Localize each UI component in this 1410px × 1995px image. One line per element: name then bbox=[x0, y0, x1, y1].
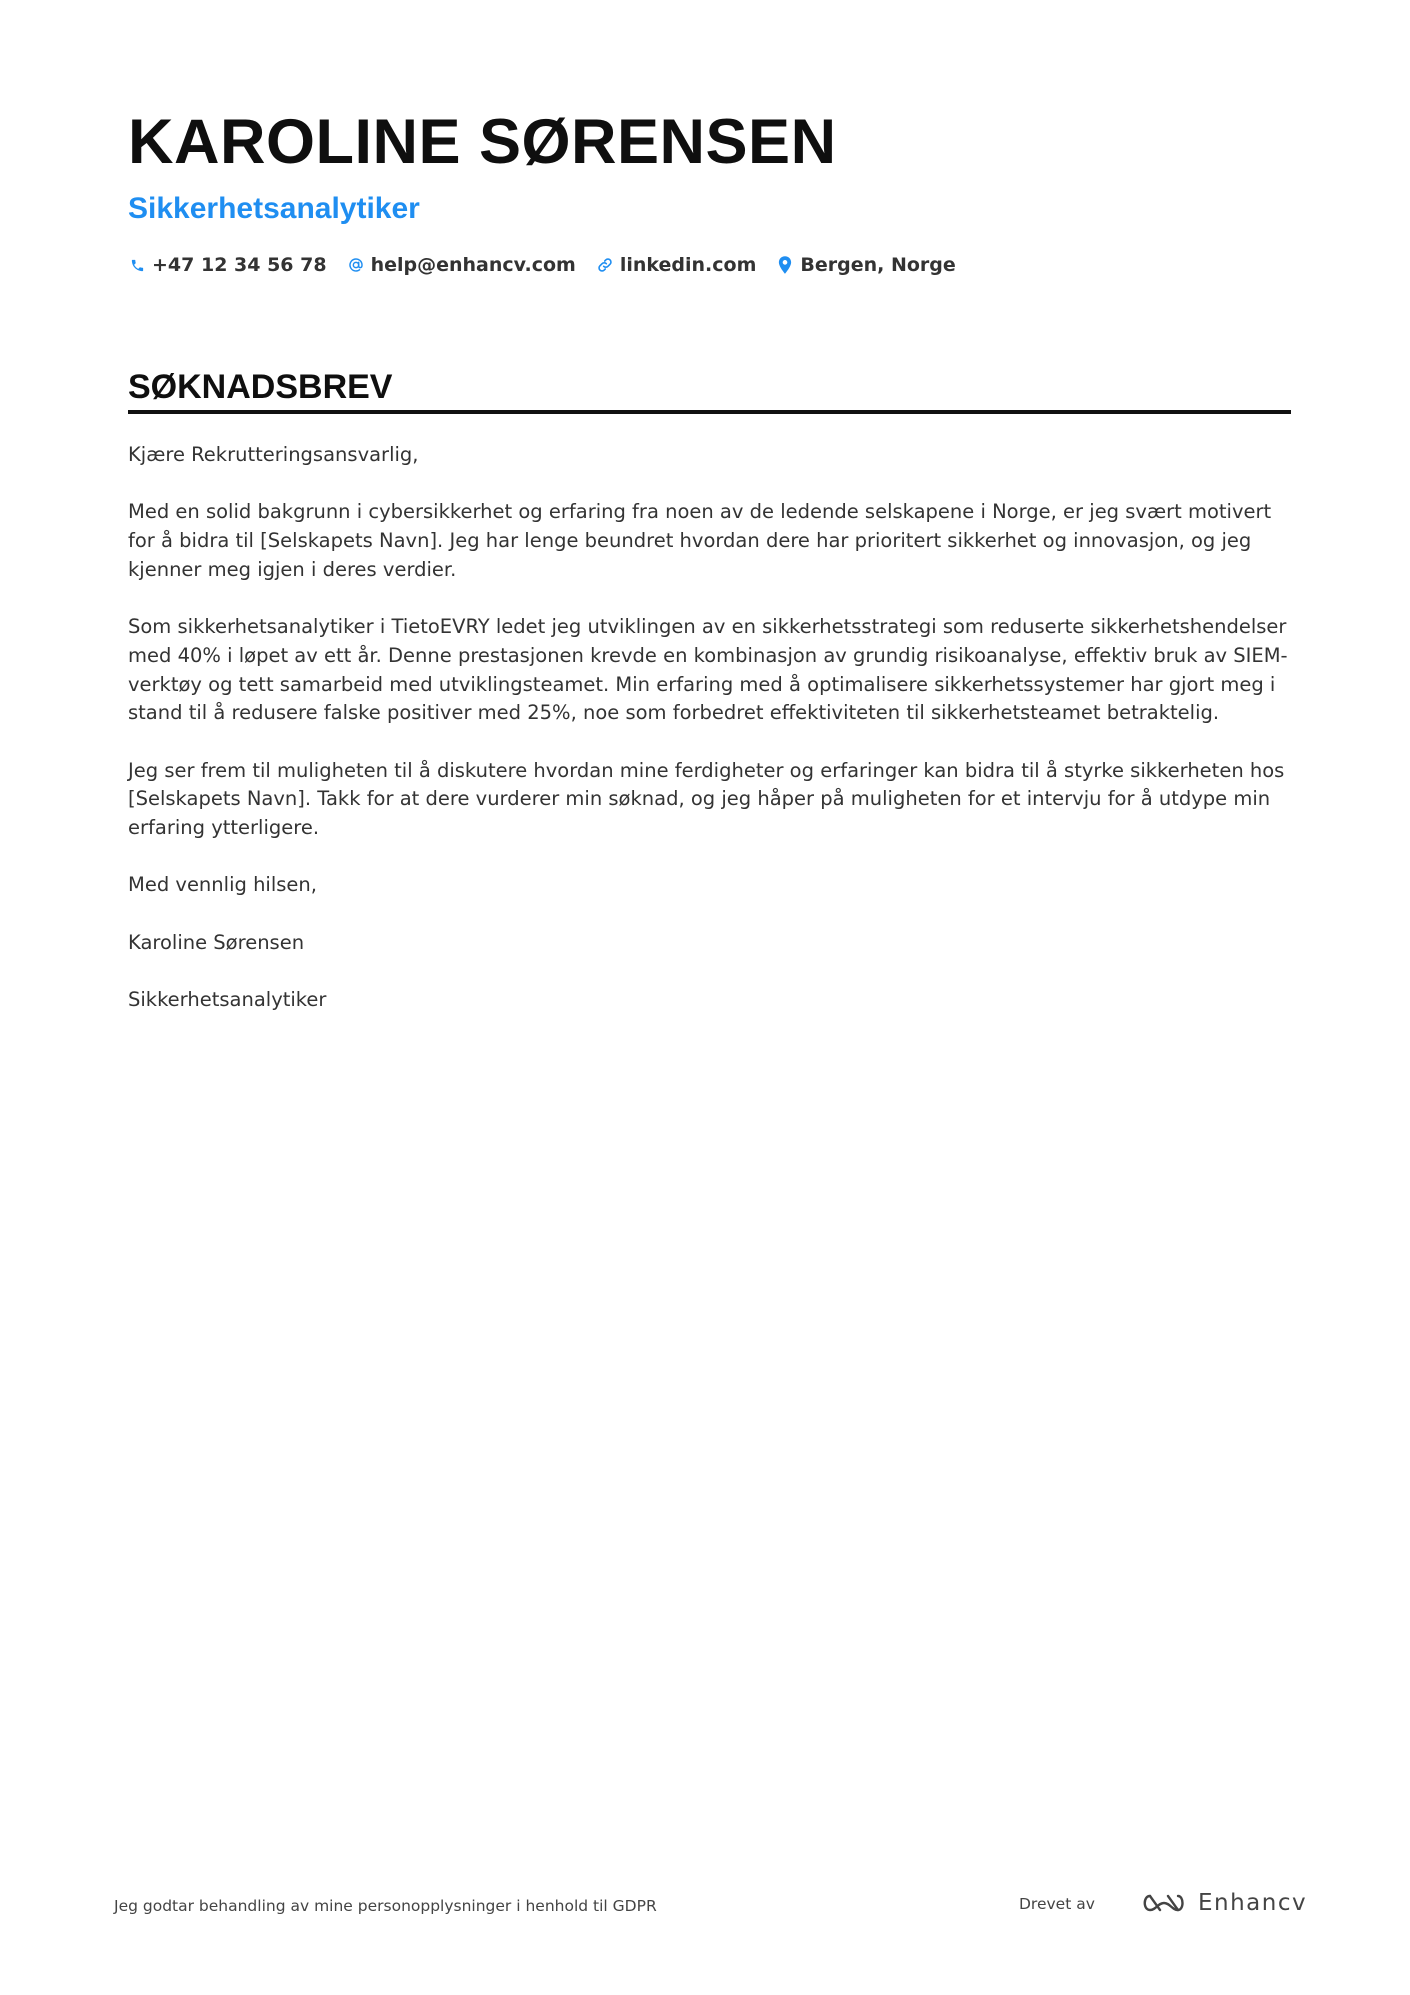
candidate-title: Sikkerhetsanalytiker bbox=[128, 192, 420, 225]
letter-body bbox=[128, 441, 1291, 1044]
candidate-name: KAROLINE SØRENSEN bbox=[128, 107, 837, 177]
phone-icon bbox=[128, 255, 146, 275]
letter-paragraph: Jeg ser frem til muligheten til å diskutere hvordan mine ferdigheter og erfaringer kan bidra til å styrke sikkerheten hos [Selskapets Navn]. Takk for at dere vurderer min søknad, og jeg håper på muligheten for et intervju for å utdype min erfaring ytterligere. bbox=[128, 758, 1285, 840]
section-divider bbox=[128, 410, 1291, 414]
contact-linkedin bbox=[596, 254, 757, 276]
powered-by-label: Drevet av bbox=[1019, 1895, 1095, 1913]
brand-name: Enhancv bbox=[1198, 1890, 1308, 1916]
letter-paragraph: Som sikkerhetsanalytiker i TietoEVRY ledet jeg utviklingen av en sikkerhetsstrategi som reduserte sikkerhetshendelser med 40% i løpet av ett år. Denne prestasjonen krevde en kombinasjon av grundig risikoanalyse, effektiv bruk av SIEM-verktøy og tett samarbeid med utviklingsteamet. Min erfaring med å optimalisere sikkerhetssystemer har gjort meg i stand til å redusere falske positiver med 25%, noe som forbedret effektiviteten til sikkerhetsteamet betraktelig. bbox=[128, 615, 1288, 725]
location-pin-icon bbox=[776, 255, 794, 275]
linkedin-link[interactable]: linkedin.com bbox=[619, 254, 757, 276]
brand-logo[interactable] bbox=[1140, 1888, 1307, 1918]
contact-email bbox=[347, 254, 576, 276]
letter-greeting: Kjære Rekrutteringsansvarlig, bbox=[128, 443, 419, 466]
email-address[interactable]: help@enhancv.com bbox=[370, 254, 576, 276]
location-text: Bergen, Norge bbox=[800, 254, 956, 276]
letter-closing: Med vennlig hilsen, bbox=[128, 873, 317, 897]
contact-bar bbox=[128, 254, 976, 276]
contact-phone bbox=[128, 254, 327, 276]
phone-number[interactable]: +47 12 34 56 78 bbox=[152, 254, 327, 276]
letter-paragraph: Med en solid bakgrunn i cybersikkerhet og erfaring fra noen av de ledende selskapene i Norge, er jeg svært motivert for å bidra til [Selskapets Navn]. Jeg har lenge beundret hvordan dere har prioritert sikkerhet og innovasjon, og jeg kjenner meg igjen i deres verdier. bbox=[128, 500, 1272, 581]
link-icon bbox=[596, 255, 614, 275]
gdpr-consent-text: Jeg godtar behandling av mine personopplysninger i henhold til GDPR bbox=[114, 1897, 657, 1915]
signature-name: Karoline Sørensen bbox=[128, 930, 305, 954]
section-title: SØKNADSBREV bbox=[128, 368, 393, 406]
contact-location bbox=[776, 254, 955, 276]
enhancv-logo-icon bbox=[1140, 1888, 1188, 1918]
at-icon bbox=[347, 255, 365, 275]
signature-title: Sikkerhetsanalytiker bbox=[128, 988, 327, 1012]
